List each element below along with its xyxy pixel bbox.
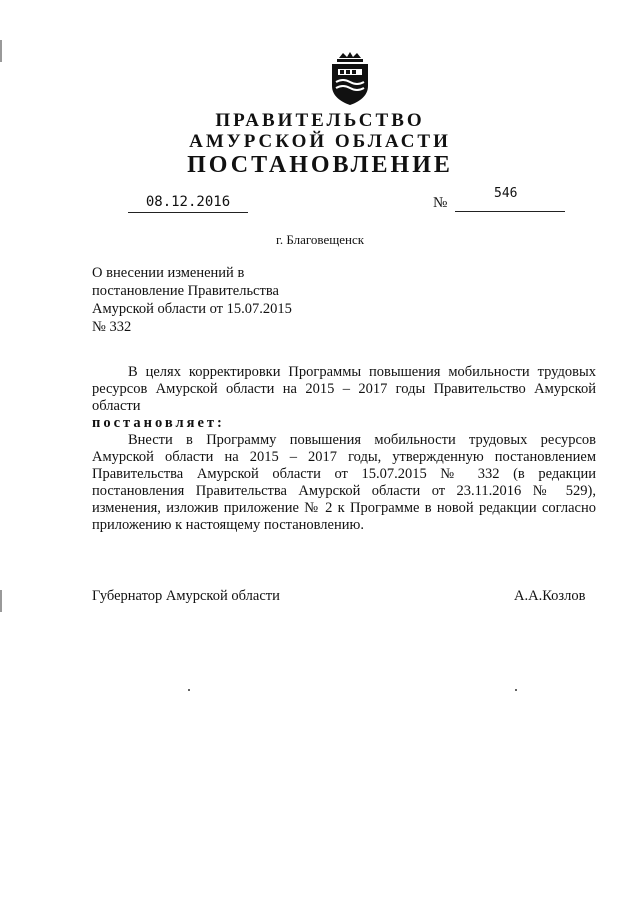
government-title-line1: ПРАВИТЕЛЬСТВО xyxy=(215,110,425,131)
scan-edge-mark xyxy=(0,590,2,612)
scan-speck xyxy=(515,689,517,691)
decree-word: постановляет: xyxy=(92,415,225,431)
subject-line: постановление Правительства xyxy=(92,283,279,299)
scan-edge-mark xyxy=(0,40,2,62)
subject-line: Амурской области от 15.07.2015 xyxy=(92,301,292,317)
signatory-role: Губернатор Амурской области xyxy=(92,588,280,604)
government-title-line2: АМУРСКОЙ ОБЛАСТИ xyxy=(189,131,451,152)
scan-speck xyxy=(188,689,190,691)
number-sign: № xyxy=(433,195,448,211)
city-line: г. Благовещенск xyxy=(275,232,365,247)
preamble-paragraph: В целях корректировки Программы повышения мобильности трудовых ресурсов Амурской области на 2015 – 2017 годы Правительство Амурской области xyxy=(92,364,596,414)
coat-of-arms-emblem xyxy=(328,52,372,106)
document-type-title: ПОСТАНОВЛЕНИЕ xyxy=(187,152,453,178)
signatory-name: А.А.Козлов xyxy=(514,588,586,604)
document-body xyxy=(92,364,596,534)
subject-line: О внесении изменений в xyxy=(92,265,245,281)
number-underline xyxy=(455,211,565,212)
document-date: 08.12.2016 xyxy=(128,194,248,213)
document-number: 546 xyxy=(494,186,518,201)
operative-paragraph: Внести в Программу повышения мобильности трудовых ресурсов Амурской области на 2015 – 2017 годы, утвержденную постановлением Правительства Амурской области от 15.07.2015 № 332 (в редакции постановления Правительства Амурской области от 23.11.2016 № 529), изменения, изложив приложение № 2 к Программе в новой редакции согласно приложению к настоящему постановлению. xyxy=(92,432,596,533)
subject-block xyxy=(92,264,332,336)
subject-line: № 332 xyxy=(92,319,132,335)
